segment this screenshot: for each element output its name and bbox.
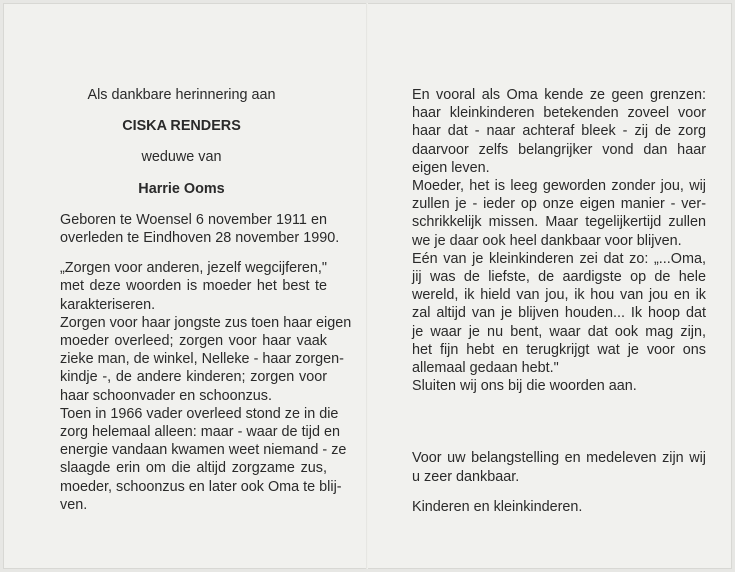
husband-name: Harrie Ooms: [138, 180, 225, 197]
oma-paragraph: [412, 86, 706, 177]
text-line: Toen in 1966 vader overleed stond ze in die: [60, 405, 339, 422]
text-line: zieke man, de winkel, Nelleke - haar zorgen-: [60, 351, 344, 368]
text-line: zorg helemaal alleen: maar - waar de tijd en: [60, 424, 340, 441]
text-line: je waar je nu bent, waar dat ook mag zijn,: [412, 323, 706, 340]
text-line: zullen je - ieder op onze eigen manier - ver-: [412, 196, 706, 213]
signature: Kinderen en kleinkinderen.: [412, 498, 583, 515]
text-line: moeder overleed; zorgen voor haar vaak: [60, 333, 327, 350]
text-line: u zeer dankbaar.: [412, 468, 520, 485]
text-line: kindje -, de andere kinderen; zorgen voor: [60, 369, 327, 386]
text-line: haar dat - naar achteraf bleek - zij de zorg: [412, 123, 706, 140]
text-line: Moeder, het is leeg geworden zonder jou, wij: [412, 178, 706, 195]
grandchild-paragraph: [412, 250, 706, 377]
quote-paragraph: [60, 259, 327, 314]
text-line: En vooral als Oma kende ze geen grenzen:: [412, 87, 706, 103]
text-line: allemaal gedaan hebt.": [412, 360, 559, 377]
text-line: wereld, ik hield van jou, ik hou van jou en ik: [412, 287, 706, 304]
text-line: Sluiten wij ons bij die woorden aan.: [412, 378, 637, 395]
care-paragraph: [60, 314, 352, 405]
alone-paragraph: [60, 405, 347, 514]
text-line: Geboren te Woensel 6 november 1911 en: [60, 211, 327, 228]
mother-paragraph: [412, 177, 706, 250]
intro-text: Als dankbare herinnering aan: [87, 87, 276, 103]
text-line: schrikkelijk missen. Maar tegelijkertijd zullen: [412, 214, 706, 231]
text-line: ven.: [60, 496, 88, 513]
text-line: we je daar ook heel dankbaar voor blijven.: [412, 232, 682, 249]
text-line: jij was de liefste, de aardigste op de hele: [412, 269, 706, 286]
text-line: zal altijd van je blijven houden... Ik hoop dat: [412, 305, 706, 322]
closing-paragraph: [412, 377, 706, 395]
birth-death-paragraph: [60, 211, 340, 247]
card-fold: [366, 3, 368, 569]
text-line: haar kleinkinderen betekenden zoveel voor: [412, 105, 706, 122]
text-line: Eén van je kleinkinderen zei dat zo: „...Oma,: [412, 250, 706, 267]
text-line: karakteriseren.: [60, 296, 156, 313]
text-line: daarvoor zelfs belangrijker vond dan haar: [412, 141, 706, 158]
text-line: Voor uw belangstelling en medeleven zijn wij: [412, 450, 706, 467]
left-page: [60, 86, 352, 514]
text-line: energie vandaan kwamen weet niemand - ze: [60, 442, 347, 459]
text-line: „Zorgen voor anderen, jezelf wegcijferen,": [60, 260, 327, 277]
right-page: [412, 86, 706, 516]
text-line: overleden te Eindhoven 28 november 1990.: [60, 230, 340, 247]
text-line: haar schoonvader en schoonzus.: [60, 387, 273, 404]
deceased-name: CISKA RENDERS: [122, 118, 241, 135]
text-line: eigen leven.: [412, 159, 490, 176]
text-line: het fijn hebt en terugkrijgt wat je voor ons: [412, 341, 706, 358]
text-line: met deze woorden is moeder het best te: [60, 278, 327, 295]
thanks-paragraph: [412, 449, 706, 485]
text-line: Zorgen voor haar jongste zus toen haar eigen: [60, 314, 352, 331]
widow-of-text: weduwe van: [141, 149, 222, 166]
text-line: moeder, schoonzus en later ook Oma te blij-: [60, 478, 342, 495]
text-line: slaagde erin om die altijd zorgzame zus,: [60, 460, 327, 477]
